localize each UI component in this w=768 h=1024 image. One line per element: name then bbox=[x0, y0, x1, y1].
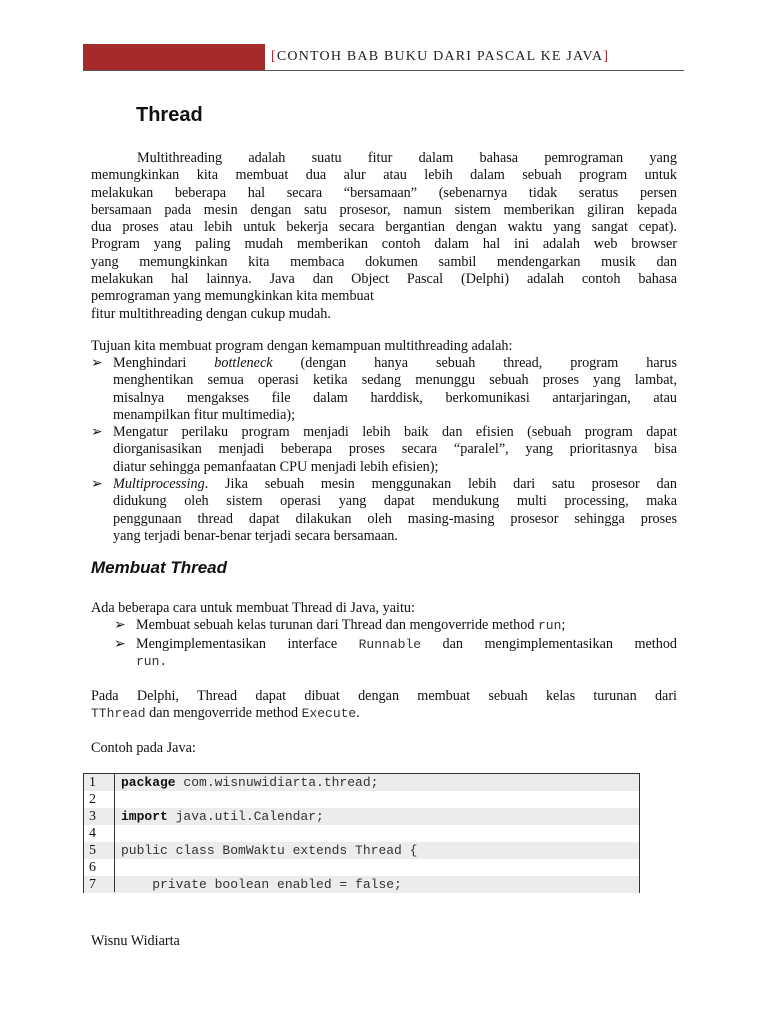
intro-line: pemrograman yang memungkinkan kita membuat bbox=[91, 288, 374, 305]
goals-lead: Tujuan kita membuat program dengan kemampuan multithreading adalah: bbox=[91, 338, 513, 354]
code-line: 7 private boolean enabled = false; bbox=[84, 876, 639, 893]
goal-line: Mengatur perilaku program menjadi lebih baik dan efisien (sebuah program dapat bbox=[113, 424, 677, 440]
intro-line: bersamaan pada mesin dengan satu prosesor, namun sistem memberikan giliran kepada bbox=[91, 201, 677, 218]
subsection-title: Membuat Thread bbox=[91, 558, 228, 577]
section-title: Thread bbox=[136, 104, 203, 126]
way-line: run. bbox=[136, 654, 168, 670]
running-header-text: CONTOH BAB BUKU DARI PASCAL KE JAVA bbox=[276, 49, 604, 64]
way-item bbox=[114, 617, 677, 634]
code-line: 3 import java.util.Calendar; bbox=[84, 808, 639, 825]
goal-line: misalnya mengakses file dalam harddisk, berkomunikasi antarjaringan, atau bbox=[113, 389, 677, 406]
delphi-line: Pada Delphi, Thread dapat dibuat dengan membuat sebuah kelas turunan dari bbox=[91, 688, 677, 704]
goal-line: didukung oleh sistem operasi yang dapat mendukung multi processing, maka bbox=[113, 493, 677, 510]
line-number-gutter bbox=[84, 774, 115, 892]
goal-line: menghentikan semua operasi ketika sedang menunggu sebuah proses yang lambat, bbox=[113, 372, 677, 389]
intro-paragraph bbox=[91, 150, 677, 323]
goal-line: Multiprocessing. Jika sebuah mesin menggunakan lebih dari satu prosesor dan bbox=[113, 476, 677, 492]
intro-line: melakukan beberapa hal secara “bersamaan” (sebenarnya tidak seratus persen bbox=[91, 184, 677, 201]
intro-line: Multithreading adalah suatu fitur dalam bahasa pemrograman yang bbox=[137, 150, 677, 166]
delphi-paragraph bbox=[91, 688, 677, 723]
intro-line: Program yang paling mudah memberikan contoh dalam hal ini adalah web browser bbox=[91, 236, 677, 253]
goal-line: diorganisasikan menjadi beberapa proses secara “paralel”, yang prioritasnya bisa bbox=[113, 441, 677, 458]
bullet-arrow-icon: ➢ bbox=[91, 424, 103, 440]
goal-line: penggunaan thread dapat dilakukan oleh masing-masing prosesor sehingga proses bbox=[113, 510, 677, 527]
goal-line: Menghindari bottleneck (dengan hanya sebuah thread, program harus bbox=[113, 355, 677, 371]
way-line: Mengimplementasikan interface Runnable dan mengimplementasikan method bbox=[136, 636, 677, 652]
intro-line: melakukan hal lainnya. Java dan Object Pascal (Delphi) adalah contoh bahasa bbox=[91, 271, 677, 288]
code-line: 2 bbox=[89, 792, 96, 807]
header-accent-bar bbox=[83, 44, 265, 71]
page-footer-author: Wisnu Widiarta bbox=[91, 933, 180, 949]
goal-item bbox=[91, 424, 677, 476]
code-listing bbox=[83, 773, 640, 893]
code-line: 5 public class BomWaktu extends Thread { bbox=[84, 842, 639, 859]
goal-item bbox=[91, 355, 677, 424]
bullet-arrow-icon: ➢ bbox=[91, 476, 103, 492]
intro-line: memungkinkan kita membuat dua alur atau lebih dalam sebuah program untuk bbox=[91, 167, 677, 184]
code-line: 4 bbox=[89, 826, 96, 841]
intro-line: dua proses atau lebih untuk bekerja secara bergantian dengan waktu yang sangat cepat). bbox=[91, 219, 677, 236]
ways-lead: Ada beberapa cara untuk membuat Thread di Java, yaitu: bbox=[91, 600, 415, 616]
way-item bbox=[114, 636, 677, 671]
intro-line: fitur multithreading dengan cukup mudah. bbox=[91, 305, 331, 322]
goal-line: menampilkan fitur multimedia); bbox=[113, 406, 296, 423]
bullet-arrow-icon: ➢ bbox=[114, 636, 126, 652]
running-header: [CONTOH BAB BUKU DARI PASCAL KE JAVA] bbox=[271, 49, 610, 64]
bullet-arrow-icon: ➢ bbox=[91, 355, 103, 371]
code-line: 6 bbox=[89, 860, 96, 875]
way-line: Membuat sebuah kelas turunan dari Thread dan mengoverride method run; bbox=[136, 617, 566, 633]
intro-line: yang memungkinkan kita membaca dokumen sambil mendengarkan musik dan bbox=[91, 253, 677, 270]
code-line: 1 package com.wisnuwidiarta.thread; bbox=[84, 774, 639, 791]
example-label: Contoh pada Java: bbox=[91, 740, 196, 756]
bullet-arrow-icon: ➢ bbox=[114, 617, 126, 633]
delphi-line: TThread dan mengoverride method Execute. bbox=[91, 705, 360, 722]
goal-line: diatur sehingga pemanfaatan CPU menjadi lebih efisien); bbox=[113, 458, 439, 475]
header-rule bbox=[83, 70, 684, 71]
goal-item bbox=[91, 476, 677, 545]
goal-line: yang terjadi benar-benar terjadi secara bersamaan. bbox=[113, 527, 398, 544]
